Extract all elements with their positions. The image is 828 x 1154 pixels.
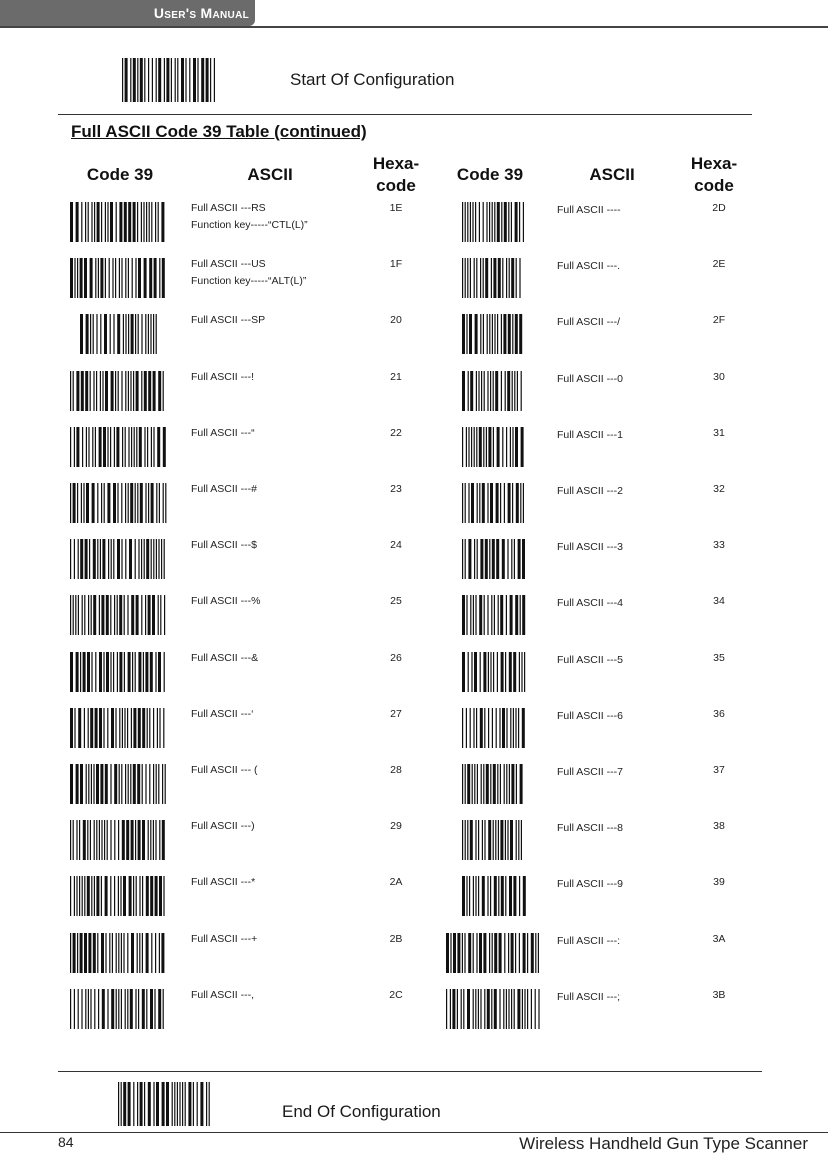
barcode-left[interactable] [70, 764, 168, 804]
ascii-right: Full ASCII ---8 [557, 822, 623, 834]
ascii-right: Full ASCII ---3 [557, 541, 623, 553]
start-config-barcode[interactable] [122, 58, 218, 102]
ascii-left [191, 874, 255, 891]
ascii-right: Full ASCII ---: [557, 935, 621, 947]
hex-left: 1E [389, 202, 403, 214]
barcode-right[interactable] [462, 764, 526, 804]
barcode-left[interactable] [70, 202, 168, 242]
ascii-right: Full ASCII ---4 [557, 597, 623, 609]
ascii-left-line1: Full ASCII ---, [191, 989, 255, 1001]
header-hexa-left-line1: Hexa- [372, 154, 420, 173]
ascii-left-line1: Full ASCII ---% [191, 595, 261, 607]
barcode-left[interactable] [70, 708, 168, 748]
barcode-right[interactable] [462, 371, 526, 411]
start-config-row [122, 58, 454, 102]
hex-left: 28 [390, 764, 402, 776]
ascii-right: Full ASCII ---5 [557, 654, 623, 666]
hex-left: 2C [389, 989, 403, 1001]
hex-left: 27 [390, 708, 402, 720]
header-code39-left: Code 39 [86, 165, 154, 184]
barcode-right[interactable] [462, 820, 526, 860]
barcode-left[interactable] [70, 539, 168, 579]
hex-right: 3A [712, 933, 726, 945]
hex-right: 33 [713, 539, 725, 551]
hex-left: 2B [389, 933, 403, 945]
ascii-right: Full ASCII ---0 [557, 373, 623, 385]
table-row [0, 987, 828, 1043]
hex-left: 1F [389, 258, 403, 270]
hex-right: 34 [713, 595, 725, 607]
ascii-right: Full ASCII ---6 [557, 710, 623, 722]
header-code39-right: Code 39 [456, 165, 524, 184]
hex-left: 26 [390, 652, 402, 664]
ascii-left [191, 481, 257, 498]
end-config-barcode[interactable] [118, 1082, 214, 1126]
table-row [0, 425, 828, 481]
ascii-right: Full ASCII ---7 [557, 766, 623, 778]
ascii-left-line1: Full ASCII ---US [191, 258, 266, 270]
hex-left: 20 [390, 314, 402, 326]
barcode-right[interactable] [462, 539, 526, 579]
barcode-left[interactable] [70, 933, 168, 973]
header-hexa-right-line1: Hexa- [690, 154, 738, 173]
barcode-left[interactable] [70, 989, 168, 1029]
ascii-left-line1: Full ASCII ---“ [191, 427, 255, 439]
ascii-left [191, 537, 257, 554]
hex-left: 21 [390, 371, 402, 383]
ascii-left-line1: Full ASCII ---$ [191, 539, 257, 551]
table-title: Full ASCII Code 39 Table (continued) [71, 122, 367, 141]
barcode-right[interactable] [462, 314, 526, 354]
table-row [0, 650, 828, 706]
header-hexa-right [674, 153, 754, 197]
table-row [0, 481, 828, 537]
ascii-right: Full ASCII ---- [557, 204, 621, 216]
footer-divider [0, 1132, 828, 1133]
ascii-right: Full ASCII ---9 [557, 878, 623, 890]
page-number: 84 [58, 1134, 74, 1150]
hex-right: 2D [712, 202, 726, 214]
ascii-right: Full ASCII ---2 [557, 485, 623, 497]
hex-left: 25 [390, 595, 402, 607]
start-config-label: Start Of Configuration [290, 70, 455, 89]
barcode-left[interactable] [70, 371, 168, 411]
table-row [0, 593, 828, 649]
barcode-right[interactable] [462, 427, 526, 467]
table-row [0, 200, 828, 256]
ascii-left-line2: Function key-----“CTL(L)” [191, 219, 308, 231]
ascii-left-line1: Full ASCII --- ( [191, 764, 258, 776]
ascii-left-line1: Full ASCII ---) [191, 820, 255, 832]
table-row [0, 312, 828, 368]
ascii-left [191, 762, 258, 779]
header-hexa-left-line2: code [376, 176, 416, 195]
ascii-right: Full ASCII ---. [557, 260, 621, 272]
ascii-left [191, 312, 265, 329]
ascii-left-line1: Full ASCII ---‘ [191, 708, 254, 720]
table-bottom-divider [58, 1071, 762, 1072]
header-ascii-right: ASCII [589, 165, 635, 184]
ascii-left [191, 200, 308, 234]
barcode-right[interactable] [462, 708, 526, 748]
hex-right: 3B [712, 989, 726, 1001]
barcode-left[interactable] [70, 820, 168, 860]
barcode-left[interactable] [80, 314, 158, 354]
ascii-left [191, 369, 254, 386]
hex-left: 22 [390, 427, 402, 439]
barcode-right[interactable] [462, 652, 526, 692]
ascii-left [191, 256, 306, 290]
header-ascii-left: ASCII [247, 165, 293, 184]
hex-left: 29 [390, 820, 402, 832]
hex-right: 39 [713, 876, 725, 888]
table-row [0, 931, 828, 987]
ascii-left-line2: Function key-----“ALT(L)” [191, 275, 307, 287]
barcode-left[interactable] [70, 427, 168, 467]
barcode-left[interactable] [70, 595, 168, 635]
hex-right: 38 [713, 820, 725, 832]
barcode-right[interactable] [462, 483, 526, 523]
ascii-left [191, 593, 260, 610]
hex-right: 2E [712, 258, 726, 270]
barcode-right[interactable] [446, 989, 542, 1029]
barcode-left[interactable] [70, 258, 168, 298]
hex-right: 2F [712, 314, 726, 326]
table-row [0, 706, 828, 762]
footer-title: Wireless Handheld Gun Type Scanner [519, 1134, 808, 1153]
hex-right: 37 [713, 764, 725, 776]
ascii-right: Full ASCII ---/ [557, 316, 621, 328]
table-row [0, 762, 828, 818]
hex-right: 31 [713, 427, 725, 439]
ascii-left-line1: Full ASCII ---# [191, 483, 257, 495]
table-row [0, 256, 828, 312]
ascii-left-line1: Full ASCII ---RS [191, 202, 266, 214]
ascii-left [191, 706, 253, 723]
ascii-right: Full ASCII ---1 [557, 429, 623, 441]
ascii-left-line1: Full ASCII ---! [191, 371, 255, 383]
header-divider [0, 26, 828, 28]
ascii-right: Full ASCII ---; [557, 991, 621, 1003]
ascii-left [191, 987, 254, 1004]
barcode-left[interactable] [70, 876, 168, 916]
ascii-left-line1: Full ASCII ---& [191, 652, 259, 664]
hex-right: 30 [713, 371, 725, 383]
end-config-label: End Of Configuration [282, 1102, 441, 1121]
table-row [0, 818, 828, 874]
table-row [0, 874, 828, 930]
ascii-left [191, 425, 255, 442]
barcode-left[interactable] [70, 652, 168, 692]
table-row [0, 537, 828, 593]
end-config-row [118, 1082, 441, 1126]
hex-left: 24 [390, 539, 402, 551]
barcode-left[interactable] [70, 483, 168, 523]
header-hexa-right-line2: code [694, 176, 734, 195]
table-top-divider [58, 114, 752, 115]
hex-left: 2A [389, 876, 403, 888]
barcode-right[interactable] [462, 202, 526, 242]
hex-left: 23 [390, 483, 402, 495]
hex-right: 35 [713, 652, 725, 664]
ascii-left [191, 931, 257, 948]
ascii-left-line1: Full ASCII ---SP [191, 314, 266, 326]
ascii-left-line1: Full ASCII ---* [191, 876, 256, 888]
hex-right: 32 [713, 483, 725, 495]
barcode-right[interactable] [462, 258, 526, 298]
barcode-right[interactable] [462, 876, 526, 916]
ascii-left [191, 650, 258, 667]
header-hexa-left [356, 153, 436, 197]
manual-header-label: User's Manual [153, 5, 249, 21]
table-row [0, 369, 828, 425]
barcode-right[interactable] [462, 595, 526, 635]
ascii-left [191, 818, 255, 835]
barcode-right[interactable] [446, 933, 542, 973]
ascii-left-line1: Full ASCII ---+ [191, 933, 258, 945]
manual-header-tab [0, 0, 255, 26]
hex-right: 36 [713, 708, 725, 720]
